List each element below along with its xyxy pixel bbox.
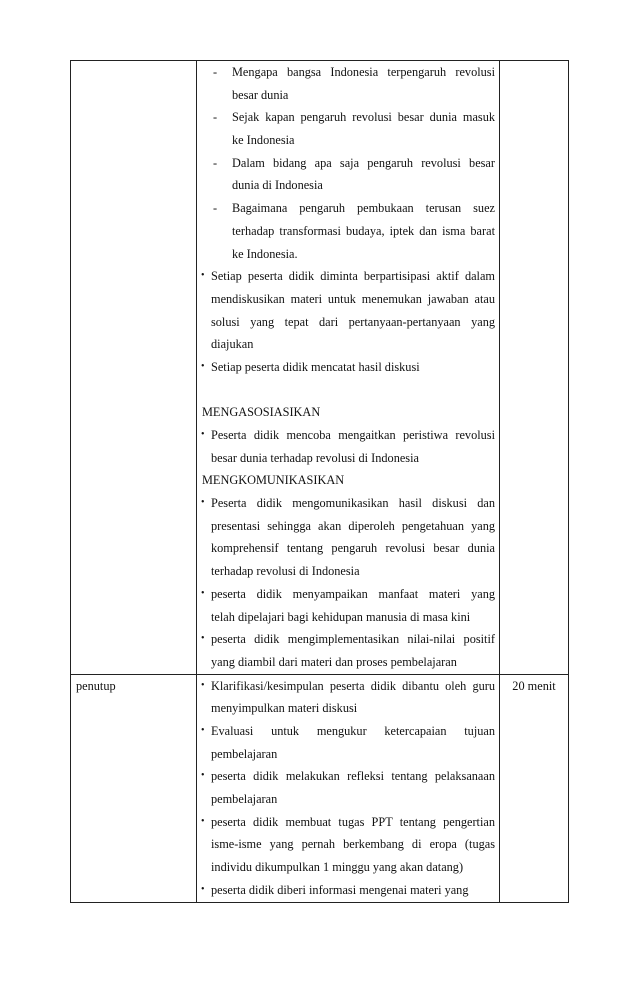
list-line-text: Evaluasi untuk mengukur ketercapaian tujuan [211,723,495,738]
bullet-marker: • [201,679,205,691]
list-line [197,628,499,651]
list-line-text: peserta didik diberi informasi mengenai materi yang [211,882,469,897]
list-line [197,220,499,243]
list-line-text: besar dunia terhadap revolusi di Indonesia [211,450,419,465]
list-line [197,243,499,266]
bullet-marker: • [201,587,205,599]
list-line [197,106,499,129]
list-line [197,537,499,560]
list-line-text: terhadap revolusi di Indonesia [211,564,360,579]
list-item [197,675,499,720]
list-line [197,720,499,743]
bullet-marker: • [201,815,205,827]
phase-label: penutup [76,678,116,693]
list-line-text: dunia di Indonesia [232,178,323,193]
list-line [197,84,499,107]
asosiasi-bullet [197,424,499,469]
list-line [197,879,499,902]
list-line [197,129,499,152]
list-line-text: Dalam bidang apa saja pengaruh revolusi besar [232,155,495,170]
list-item [197,583,499,628]
bullet-marker: • [201,497,205,509]
list-line-text: besar dunia [232,87,289,102]
discussion-bullets [197,265,499,378]
list-line [197,492,499,515]
list-line [197,515,499,538]
list-line-text: peserta didik membuat tugas PPT tentang pengertian [211,814,495,829]
list-item [197,811,499,879]
dash-marker: - [213,65,218,79]
list-line [197,424,499,447]
list-line [197,697,499,720]
list-line-text: peserta didik menyampaikan manfaat materi yang [211,586,495,601]
bullet-marker: • [201,270,205,282]
bullet-marker: • [201,633,205,645]
bullet-marker: • [201,429,205,440]
list-line-text: Bagaimana pengaruh pembukaan terusan suez [232,201,495,216]
list-line-text: peserta didik mengimplementasikan nilai-nilai positif [211,632,495,647]
activity-cell [197,61,500,675]
phase-cell [71,61,197,675]
list-line-text: menyimpulkan materi diskusi [211,701,358,716]
time-cell [500,674,569,902]
list-line-text: Mengapa bangsa Indonesia terpengaruh revolusi [232,65,495,79]
list-item [197,106,499,151]
list-item [197,492,499,583]
heading-mengkomunikasikan: MENGKOMUNIKASIKAN [202,473,345,488]
list-line-text: Setiap peserta didik diminta berpartisipasi aktif dalam [211,269,495,284]
list-item [197,356,499,379]
list-line-text: ke Indonesia [232,133,295,148]
table-row [71,61,569,675]
list-line-text: isme-isme yang pernah berkembang di eropa (tugas [211,837,495,852]
list-line-text: diajukan [211,337,254,352]
list-line [197,333,499,356]
list-line-text: pembelajaran [211,746,278,761]
list-line [197,856,499,879]
list-item [197,879,499,902]
list-line [197,174,499,197]
list-item [197,424,499,469]
list-line-text: mendiskusikan materi untuk menemukan jawaban atau [211,291,495,306]
list-line [197,447,499,470]
phase-cell [71,674,197,902]
list-line [197,197,499,220]
list-line-text: peserta didik melakukan refleksi tentang pelaksanaan [211,769,495,784]
lesson-plan-table [70,60,569,903]
heading-mengasosiasikan: MENGASOSIASIKAN [202,405,321,420]
list-line [197,743,499,766]
list-line [197,356,499,379]
list-line [197,788,499,811]
bullet-marker: • [201,770,205,782]
table-row [71,674,569,902]
list-line [197,288,499,311]
list-item [197,61,499,106]
time-cell [500,61,569,675]
list-line [197,606,499,629]
list-line [197,560,499,583]
list-line-text: Peserta didik mencoba mengaitkan peristiwa revolusi [211,428,495,442]
list-item [197,265,499,356]
list-line [197,765,499,788]
communication-bullets [197,492,499,674]
list-line-text: solusi yang tepat dari pertanyaan-pertanyaan yang [211,314,495,329]
list-line-text: pembelajaran [211,792,278,806]
list-item [197,152,499,197]
list-line-text: Sejak kapan pengaruh revolusi besar dunia masuk [232,110,495,125]
list-line-text: Peserta didik mengomunikasikan hasil diskusi dan [211,496,495,511]
list-line [197,311,499,334]
list-line-text: presentasi sehingga akan diperoleh pengetahuan yang [211,518,495,533]
list-line-text: terhadap transformasi budaya, iptek dan isma barat [232,223,495,238]
list-line [197,651,499,674]
list-line [197,811,499,834]
bullet-marker: • [201,883,205,895]
activity-cell [197,674,500,902]
list-item [197,197,499,265]
dash-marker: - [213,110,218,125]
list-line [197,61,499,84]
closing-bullets [197,675,499,902]
list-line [197,152,499,175]
list-line-text: Klarifikasi/kesimpulan peserta didik dibantu oleh guru [211,678,495,693]
list-line-text: telah dipelajari bagi kehidupan manusia di masa kini [211,609,471,624]
list-line-text: Setiap peserta didik mencatat hasil diskusi [211,359,420,374]
list-line [197,675,499,698]
duration-label: 20 menit [512,678,556,693]
bullet-marker: • [201,360,205,372]
list-item [197,720,499,765]
list-line-text: yang diambil dari materi dan proses pembelajaran [211,654,457,669]
list-line [197,833,499,856]
list-line [197,583,499,606]
list-item [197,628,499,673]
dash-marker: - [213,155,218,170]
dash-marker: - [213,201,218,216]
list-line-text: individu dikumpulkan 1 minggu yang akan datang) [211,860,464,875]
bullet-marker: • [201,724,205,736]
list-line [197,265,499,288]
question-list [197,61,499,265]
list-line-text: komprehensif tentang pengaruh revolusi besar dunia [211,541,495,556]
list-item [197,765,499,810]
list-line-text: ke Indonesia. [232,246,298,261]
